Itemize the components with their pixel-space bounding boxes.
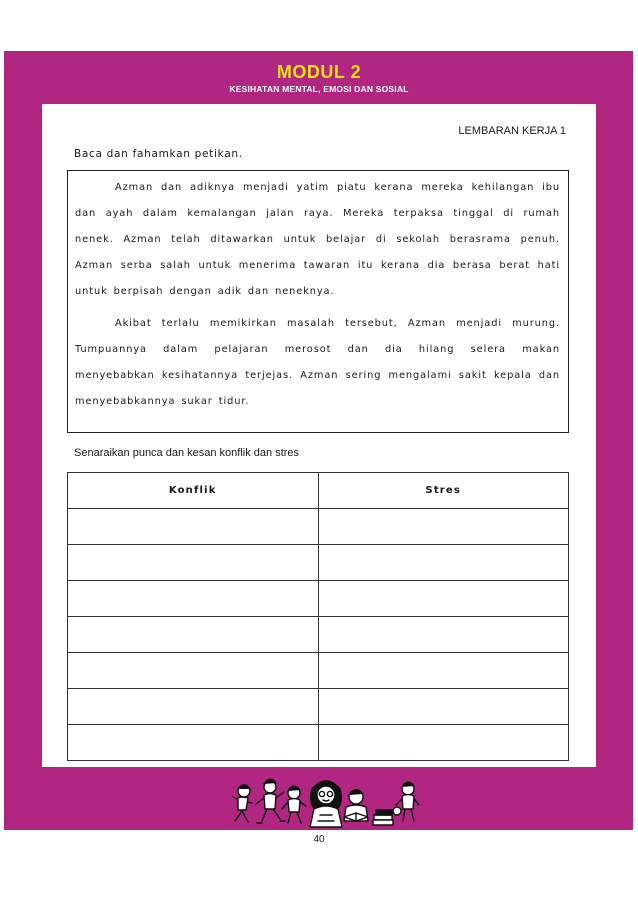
module-subtitle: KESIHATAN MENTAL, EMOSI DAN SOSIAL [229,84,409,94]
stres-cell[interactable] [318,581,569,617]
stres-cell[interactable] [318,509,569,545]
reading-child-figure [344,790,368,821]
stres-cell[interactable] [318,689,569,725]
konflik-cell[interactable] [68,581,319,617]
konflik-cell[interactable] [68,509,319,545]
table-row [68,509,569,545]
passage-box [67,170,569,433]
module-title: MODUL 2 [276,62,362,82]
stres-cell[interactable] [318,653,569,689]
worksheet-label: LEMBARAN KERJA 1 [458,125,566,137]
child-figure-4 [393,782,419,821]
table-row [68,689,569,725]
child-figure-3 [282,786,306,823]
konflik-cell[interactable] [68,689,319,725]
column-header-stres: Stres [318,473,569,509]
passage-paragraph-2: Akibat terlalu memikirkan masalah tersebut, Azman menjadi murung. Tumpuannya dalam pelajaran merosot dan dia hilang selera makan menyebabkan kesihatannya terjejas. Azman sering mengalami sakit kepala dan menyebabkannya sukar tidur. [75,318,560,407]
column-header-konflik: Konflik [68,473,319,509]
task-instruction: Senaraikan punca dan kesan konflik dan stres [74,447,300,459]
konflik-cell[interactable] [68,653,319,689]
table-row [68,545,569,581]
adult-figure [310,781,342,827]
instruction-text: Baca dan fahamkan petikan. [74,148,243,160]
stres-cell[interactable] [318,545,569,581]
table-row [68,653,569,689]
page-number: 40 [313,834,325,845]
answer-table [67,472,569,761]
table-row [68,725,569,761]
table-row [68,617,569,653]
passage-paragraph-1: Azman dan adiknya menjadi yatim piatu kerana mereka kehilangan ibu dan ayah dalam kemalangan jalan raya. Mereka terpaksa tinggal di rumah nenek. Azman telah ditawarkan untuk belajar di sekolah berasrama penuh. Azman serba salah untuk menerima tawaran itu kerana dia berasa berat hati untuk berpisah dengan adik dan neneknya. [75,182,560,297]
konflik-cell[interactable] [68,725,319,761]
books-stack [373,810,393,825]
child-figure-2 [256,779,285,823]
stres-cell[interactable] [318,617,569,653]
konflik-cell[interactable] [68,617,319,653]
stres-cell[interactable] [318,725,569,761]
konflik-cell[interactable] [68,545,319,581]
table-row [68,581,569,617]
children-illustration [226,771,422,829]
child-figure-1 [233,785,252,822]
